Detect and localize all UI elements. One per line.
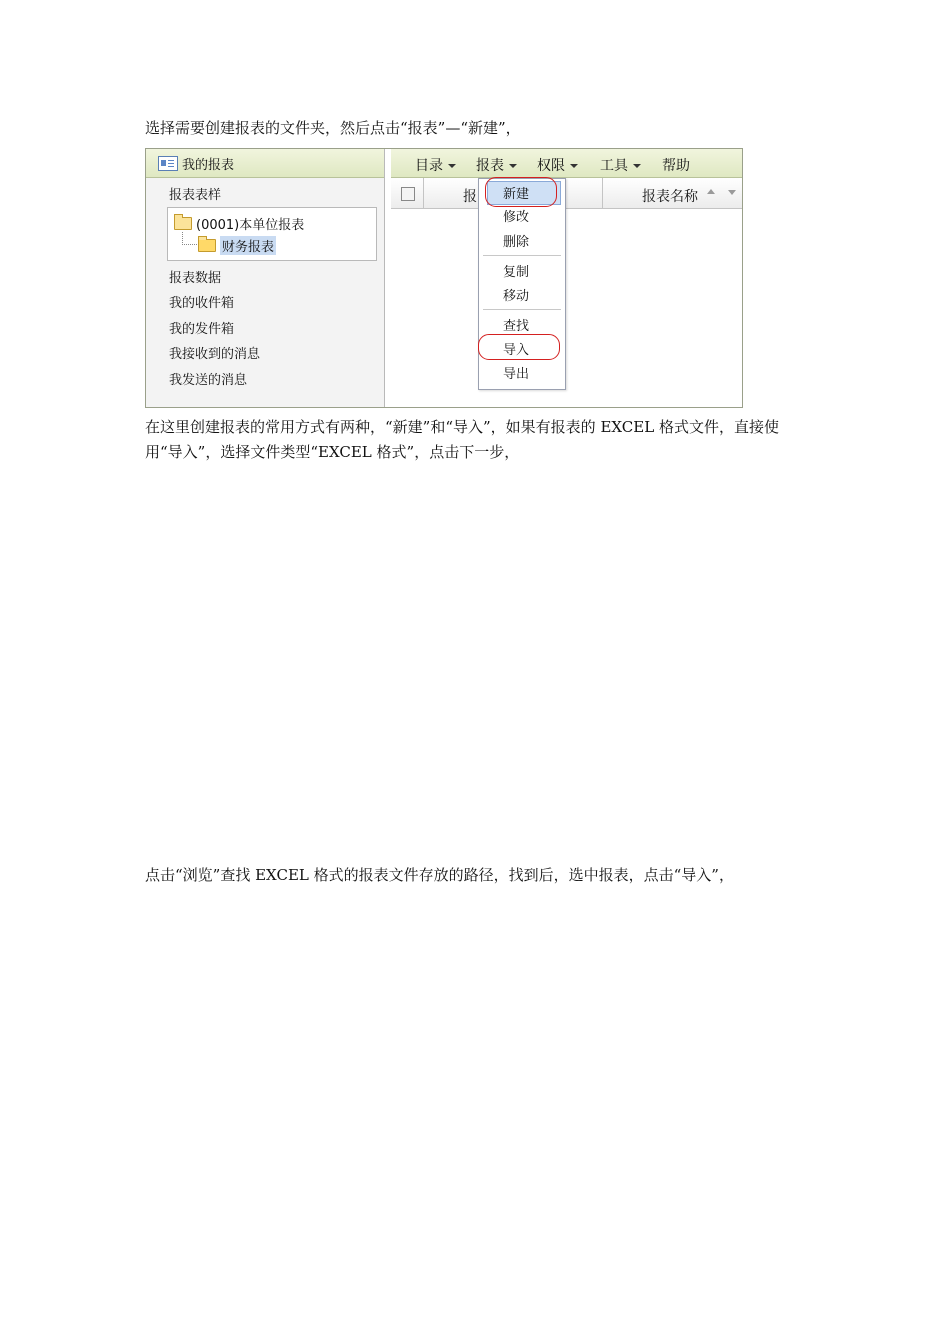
menu-item-copy[interactable]: 复制: [503, 265, 530, 280]
column-divider: [423, 178, 424, 208]
column-header-report-name[interactable]: 报表名称: [642, 189, 698, 205]
menu-tools-label: 工具: [600, 158, 628, 174]
folder-tree: [167, 207, 377, 261]
sort-asc-icon[interactable]: [707, 189, 715, 194]
right-panel: [391, 149, 742, 407]
tree-connector: [182, 232, 197, 245]
tree-node-root-label: (0001)本单位报表: [196, 218, 305, 233]
left-panel-title: 我的报表: [182, 157, 235, 173]
menu-item-find[interactable]: 查找: [503, 319, 530, 334]
menu-item-edit[interactable]: 修改: [503, 210, 530, 225]
folder-icon: [174, 217, 192, 230]
select-all-checkbox[interactable]: [401, 187, 415, 201]
column-header-partial[interactable]: 报: [463, 189, 477, 205]
instruction-paragraph-3: 点击“浏览”查找 EXCEL 格式的报表文件存放的路径，找到后，选中报表，点击“导入”，: [145, 866, 734, 884]
app-screenshot: [145, 148, 743, 408]
report-icon: [158, 156, 178, 171]
left-panel-header: [146, 149, 384, 178]
sidebar-item-inbox[interactable]: 我的收件箱: [169, 296, 235, 311]
menu-item-delete[interactable]: 删除: [503, 235, 530, 250]
sort-desc-icon[interactable]: [728, 190, 736, 195]
tree-node-root[interactable]: [174, 214, 304, 233]
sidebar-item-report-sample[interactable]: 报表表样: [169, 188, 222, 203]
sidebar-item-report-data[interactable]: 报表数据: [169, 271, 222, 286]
annotation-circle-import: [478, 334, 560, 360]
menu-tools[interactable]: [600, 155, 641, 175]
menu-permissions-label: 权限: [537, 158, 565, 174]
sidebar-item-outbox[interactable]: 我的发件箱: [169, 322, 235, 337]
sidebar-item-received-messages[interactable]: 我接收到的消息: [169, 347, 261, 362]
instruction-paragraph-1: 选择需要创建报表的文件夹，然后点击“报表”—“新建”，: [145, 119, 521, 137]
tree-node-child[interactable]: [198, 236, 276, 255]
column-divider: [602, 178, 603, 208]
instruction-paragraph-2: 在这里创建报表的常用方式有两种，“新建”和“导入”，如果有报表的 EXCEL 格式文件，直接使用“导入”，选择文件类型“EXCEL 格式”，点击下一步，: [145, 418, 779, 461]
menu-directory[interactable]: [415, 155, 456, 175]
menu-directory-label: 目录: [415, 158, 443, 174]
menu-report-label: 报表: [476, 158, 504, 174]
menu-item-new[interactable]: 新建: [503, 187, 530, 202]
grid-header: [391, 178, 742, 209]
open-folder-icon: [198, 239, 216, 252]
menu-help[interactable]: 帮助: [662, 158, 690, 174]
sidebar-item-sent-messages[interactable]: 我发送的消息: [169, 373, 248, 388]
menu-report[interactable]: [476, 155, 517, 175]
menu-separator: [483, 309, 561, 310]
menu-permissions[interactable]: [537, 155, 578, 175]
menu-item-move[interactable]: 移动: [503, 289, 530, 304]
tree-node-child-label: 财务报表: [220, 236, 276, 255]
menu-separator: [483, 255, 561, 256]
chevron-down-icon: [448, 164, 456, 168]
chevron-down-icon: [633, 164, 641, 168]
chevron-down-icon: [509, 164, 517, 168]
annotation-circle-new: [485, 177, 557, 207]
chevron-down-icon: [570, 164, 578, 168]
menu-item-export[interactable]: 导出: [503, 367, 530, 382]
toolbar: [391, 149, 742, 178]
left-panel: [146, 149, 385, 407]
menu-item-import[interactable]: 导入: [503, 343, 530, 358]
